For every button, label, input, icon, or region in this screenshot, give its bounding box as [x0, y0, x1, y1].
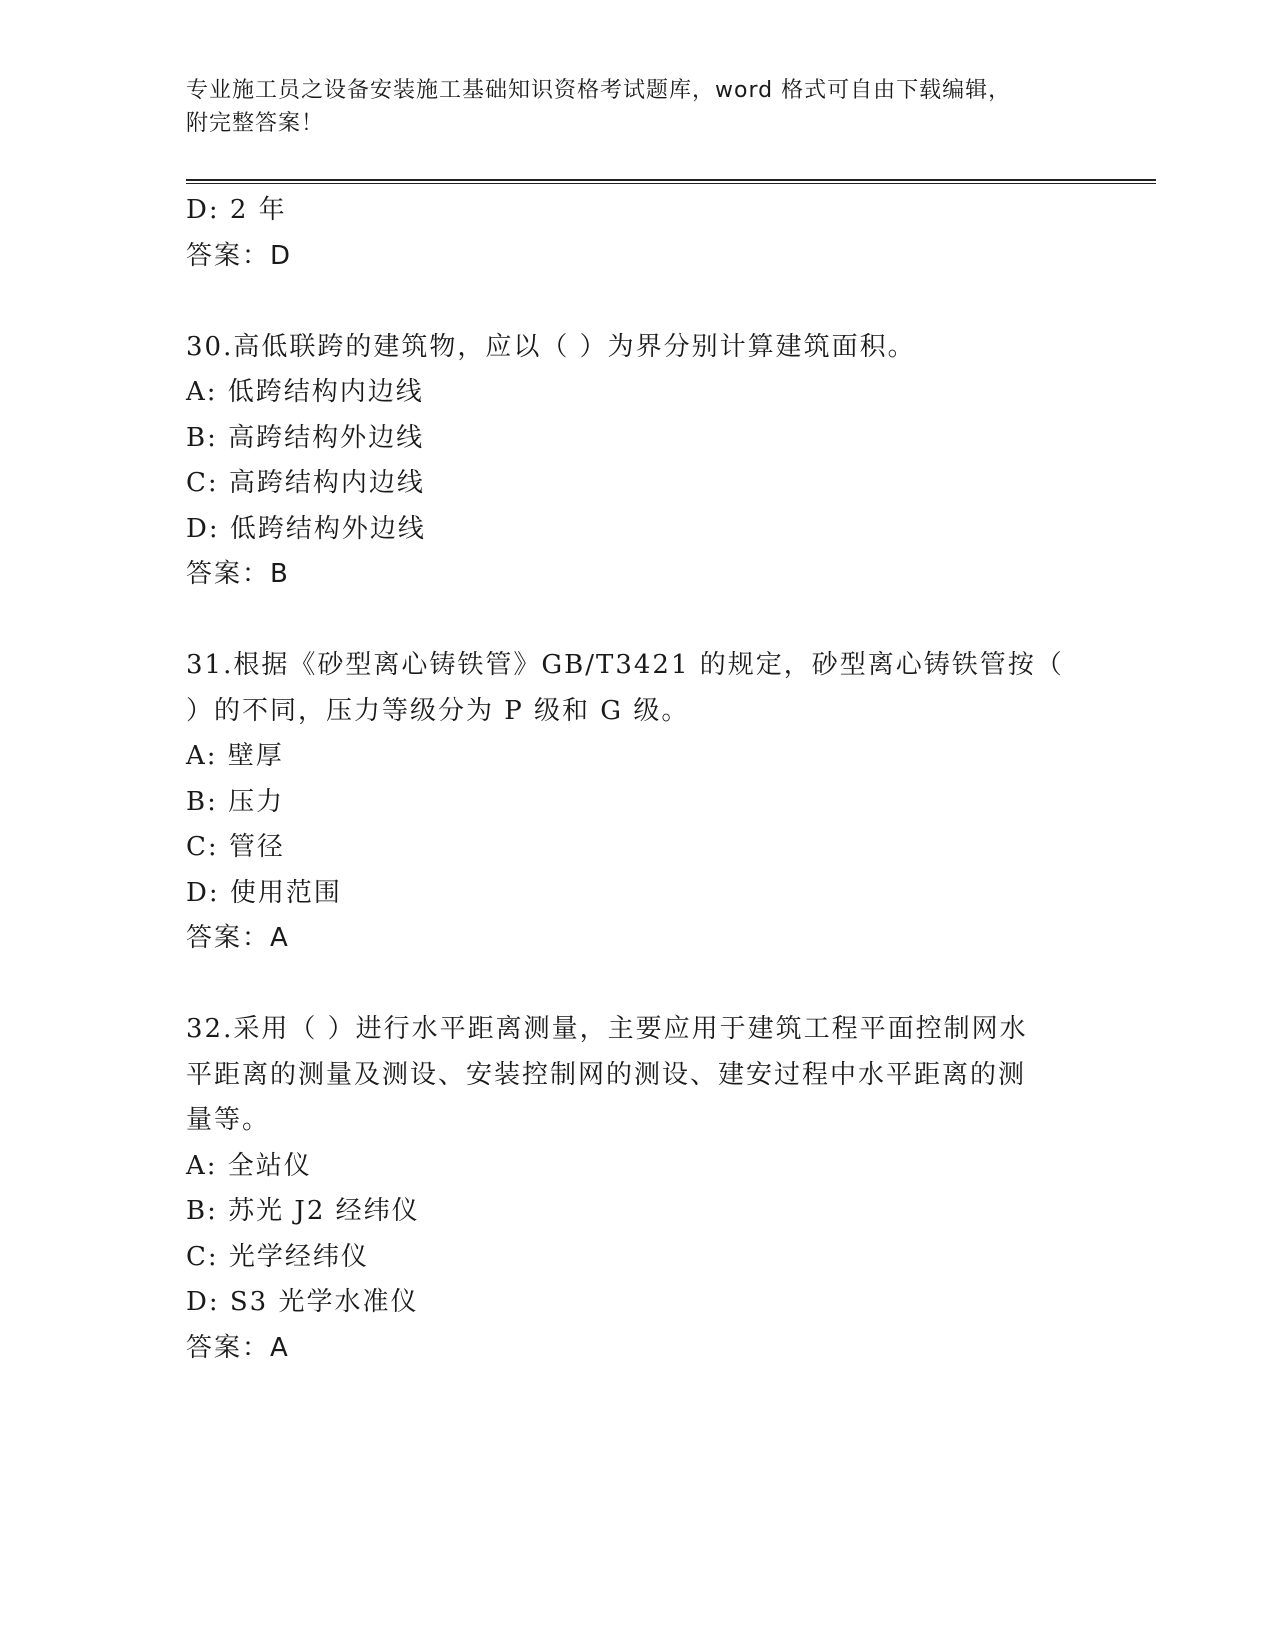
option-a: A: 低跨结构内边线	[186, 377, 424, 407]
document-header	[186, 74, 1056, 140]
header-line-1: 专业施工员之设备安装施工基础知识资格考试题库，word 格式可自由下载编辑，	[186, 78, 1012, 103]
option-c: C: 高跨结构内边线	[186, 468, 425, 498]
prev-answer: 答案：D	[186, 240, 293, 271]
question-stem: ）的不同，压力等级分为 P 级和 G 级。	[186, 695, 690, 726]
header-divider-thin	[186, 183, 1156, 184]
question-stem: 平距离的测量及测设、安装控制网的测设、建安过程中水平距离的测	[186, 1059, 1027, 1090]
answer: 答案：B	[186, 559, 290, 589]
option-d: D: 使用范围	[186, 877, 342, 908]
question-31	[186, 643, 1156, 962]
question-stem: 30.高低联跨的建筑物，应以（ ）为界分别计算建筑面积。	[186, 331, 916, 362]
prev-option-d: D: 2 年	[186, 195, 287, 225]
question-stem: 31.根据《砂型离心铸铁管》GB/T3421 的规定，砂型离心铸铁管按（	[186, 650, 1064, 680]
spacer	[186, 962, 1156, 1008]
option-b: B: 高跨结构外边线	[186, 422, 425, 453]
option-a: A: 壁厚	[186, 741, 284, 771]
spacer	[186, 598, 1156, 644]
question-stem: 32.采用（ ）进行水平距离测量，主要应用于建筑工程平面控制网水	[186, 1014, 1028, 1044]
question-stem: 量等。	[186, 1105, 271, 1135]
option-c: C: 管径	[186, 832, 285, 862]
question-30	[186, 325, 1156, 598]
option-b: B: 苏光 J2 经纬仪	[186, 1196, 420, 1226]
header-line-2: 附完整答案！	[186, 111, 325, 136]
answer: 答案：A	[186, 923, 290, 953]
question-32	[186, 1007, 1156, 1371]
answer: 答案：A	[186, 1332, 290, 1363]
option-d: D: 低跨结构外边线	[186, 513, 426, 544]
header-divider-thick	[186, 179, 1156, 181]
question-content	[186, 188, 1156, 1371]
option-c: C: 光学经纬仪	[186, 1241, 369, 1272]
option-d: D: S3 光学水准仪	[186, 1287, 419, 1317]
spacer	[186, 279, 1156, 325]
option-a: A: 全站仪	[186, 1150, 312, 1181]
option-b: B: 压力	[186, 786, 285, 817]
